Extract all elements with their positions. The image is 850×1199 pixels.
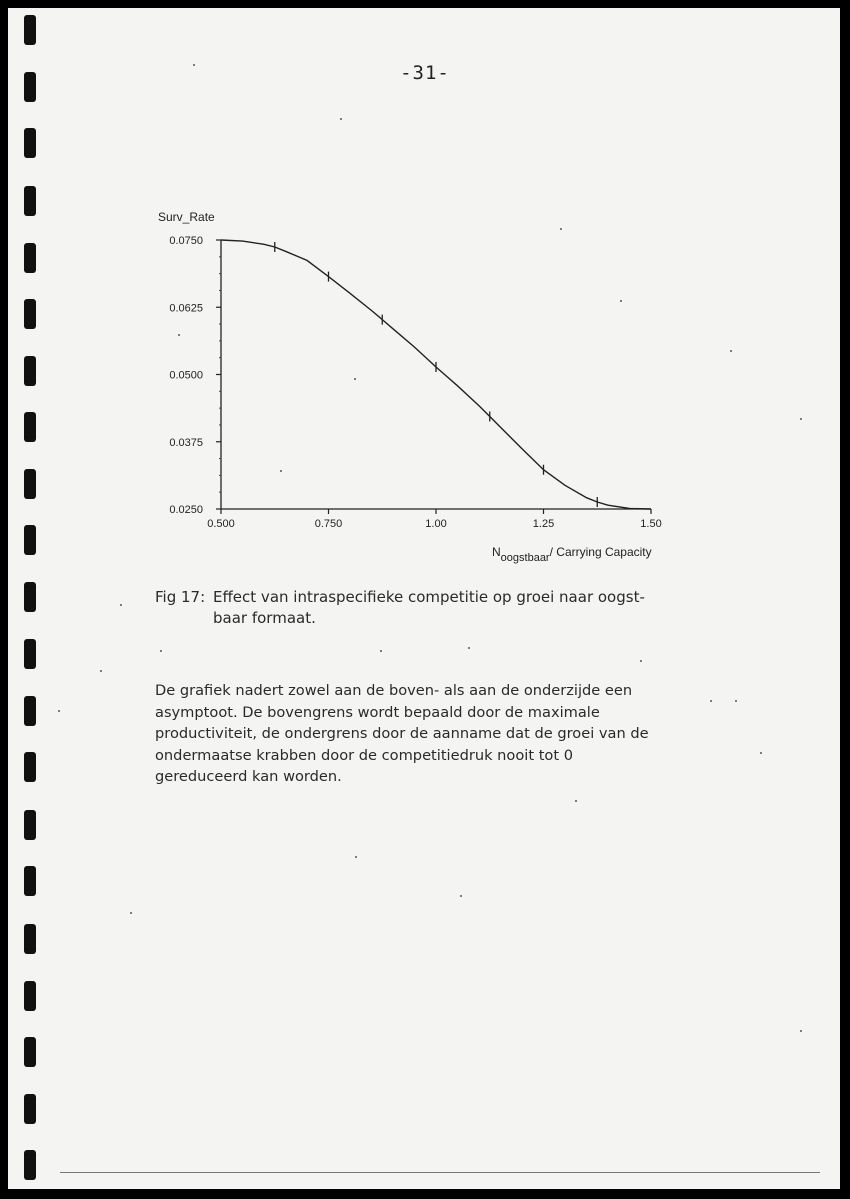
paper-speck bbox=[735, 700, 737, 702]
x-tick-label: 1.50 bbox=[640, 518, 662, 530]
paper-speck bbox=[800, 418, 802, 420]
paper-speck bbox=[130, 912, 132, 914]
body-line: De grafiek nadert zowel aan de boven- als aan de onderzijde een bbox=[155, 682, 633, 699]
binding-hole bbox=[24, 1094, 36, 1124]
paper-speck bbox=[120, 604, 122, 606]
paper-speck bbox=[575, 800, 577, 802]
y-tick-label: 0.0750 bbox=[169, 235, 203, 247]
x-axis-label-rest: / Carrying Capacity bbox=[549, 545, 652, 559]
y-tick-label: 0.0375 bbox=[169, 436, 203, 449]
paper-speck bbox=[760, 752, 762, 754]
binding-hole bbox=[24, 639, 36, 669]
paper-speck bbox=[730, 350, 732, 352]
paper-speck bbox=[178, 334, 180, 336]
x-axis-label-sub: oogstbaar bbox=[500, 552, 550, 564]
binding-hole bbox=[24, 696, 36, 726]
caption-line-2: baar formaat. bbox=[213, 609, 316, 627]
paper-speck bbox=[560, 228, 562, 230]
paper-speck bbox=[800, 1030, 802, 1032]
binding-hole bbox=[24, 866, 36, 896]
x-tick-label: 1.25 bbox=[532, 518, 555, 530]
paper-speck bbox=[354, 378, 356, 380]
paper-speck bbox=[355, 856, 357, 858]
binding-hole bbox=[24, 981, 36, 1011]
paper-speck bbox=[710, 700, 712, 702]
figure-caption bbox=[155, 587, 695, 629]
caption-line-1: Effect van intraspecifieke competitie op groei naar oogst- bbox=[213, 588, 645, 606]
bottom-rule bbox=[60, 1172, 820, 1173]
paper-speck bbox=[58, 710, 60, 712]
x-tick-label: 0.750 bbox=[314, 518, 343, 530]
paper-speck bbox=[280, 470, 282, 472]
y-tick-label: 0.0500 bbox=[169, 369, 203, 382]
body-paragraph bbox=[155, 680, 675, 788]
page-number: -31- bbox=[400, 62, 450, 84]
binding-hole bbox=[24, 1150, 36, 1180]
x-tick-label: 1.00 bbox=[425, 518, 447, 530]
paper-speck bbox=[160, 650, 162, 652]
y-tick-label: 0.0250 bbox=[169, 504, 203, 516]
binding-hole bbox=[24, 924, 36, 954]
x-axis-label bbox=[492, 545, 652, 564]
binding-hole bbox=[24, 810, 36, 840]
body-line: productiviteit, de ondergrens door de aanname dat de groei van de bbox=[155, 725, 649, 742]
paper-speck bbox=[380, 650, 382, 652]
chart-markers bbox=[275, 242, 598, 507]
paper-speck bbox=[193, 64, 195, 66]
body-line: asymptoot. De bovengrens wordt bepaald door de maximale bbox=[155, 703, 600, 721]
x-axis-label-main: N bbox=[492, 545, 501, 559]
chart-axes bbox=[216, 240, 651, 514]
paper-speck bbox=[100, 670, 102, 672]
binding-hole bbox=[24, 1037, 36, 1067]
x-tick-label: 0.500 bbox=[207, 518, 235, 530]
body-line: ondermaatse krabben door de competitiedruk nooit tot 0 bbox=[155, 746, 574, 764]
chart-tick-labels bbox=[169, 235, 661, 530]
paper-speck bbox=[340, 118, 342, 120]
chart-series bbox=[221, 240, 651, 509]
paper-speck bbox=[640, 660, 642, 662]
paper-speck bbox=[620, 300, 622, 302]
caption-label: Fig 17: bbox=[155, 588, 206, 606]
y-axis-label: Surv_Rate bbox=[158, 210, 215, 224]
body-line: gereduceerd kan worden. bbox=[155, 768, 342, 785]
paper-speck bbox=[460, 895, 462, 897]
y-tick-label: 0.0625 bbox=[169, 302, 203, 315]
binding-hole bbox=[24, 752, 36, 782]
paper-speck bbox=[468, 647, 470, 649]
series-line bbox=[221, 240, 651, 509]
